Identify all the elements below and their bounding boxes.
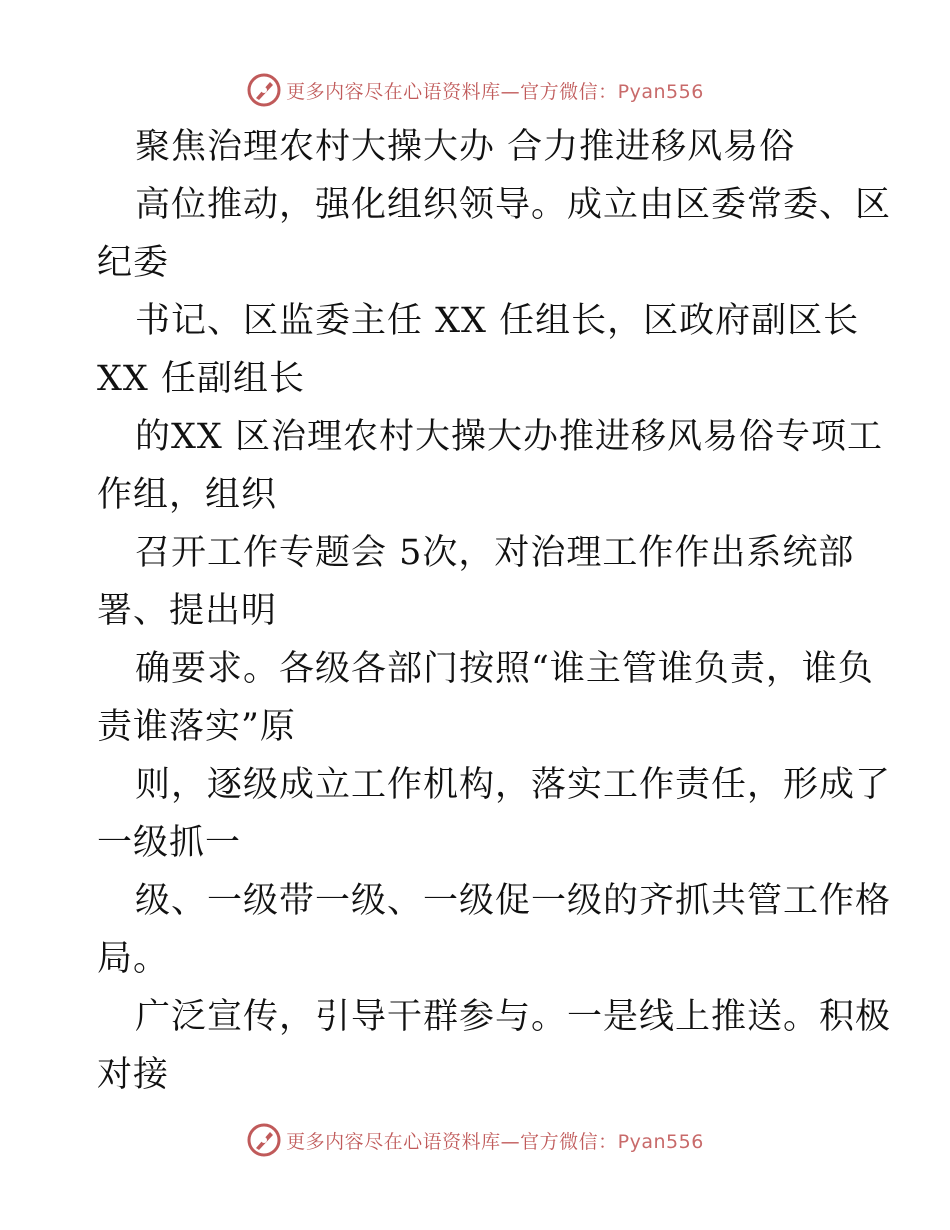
- paragraph-line: 责谁落实”原: [97, 707, 296, 747]
- paragraph-line: XX 任副组长: [97, 359, 305, 399]
- pen-logo-icon: [246, 1122, 282, 1158]
- header-watermark: [0, 70, 950, 110]
- paragraph-line: 书记、区监委主任 XX 任组长，区政府副区长: [135, 301, 860, 341]
- document-title: 聚焦治理农村大操大办 合力推进移风易俗: [135, 127, 796, 167]
- paragraph-line: 纪委: [97, 243, 170, 283]
- paragraph-line: 确要求。各级各部门按照“谁主管谁负责，谁负: [135, 649, 874, 689]
- paragraph-line: 召开工作专题会 5次，对治理工作作出系统部: [135, 533, 855, 573]
- paragraph-line: 一级抓一: [97, 823, 242, 863]
- watermark-text: 更多内容尽在心语资料库—官方微信：Pyan556: [286, 80, 704, 103]
- footer-watermark: [0, 1120, 950, 1160]
- paragraph-line: 署、提出明: [97, 591, 278, 631]
- paragraph-line: 的XX 区治理农村大操大办推进移风易俗专项工: [135, 417, 883, 457]
- paragraph-line: 广泛宣传，引导干群参与。一是线上推送。积极: [135, 997, 892, 1037]
- paragraph-line: 局。: [97, 939, 170, 979]
- paragraph-line: 作组，组织: [97, 475, 278, 515]
- document-body: [97, 118, 892, 1104]
- paragraph-line: 级、一级带一级、一级促一级的齐抓共管工作格: [135, 881, 892, 921]
- paragraph-line: 则，逐级成立工作机构，落实工作责任，形成了: [135, 765, 892, 805]
- watermark-text: 更多内容尽在心语资料库—官方微信：Pyan556: [286, 1130, 704, 1153]
- paragraph-line: 对接: [97, 1055, 170, 1095]
- paragraph-line: 高位推动，强化组织领导。成立由区委常委、区: [135, 185, 892, 225]
- pen-logo-icon: [246, 72, 282, 108]
